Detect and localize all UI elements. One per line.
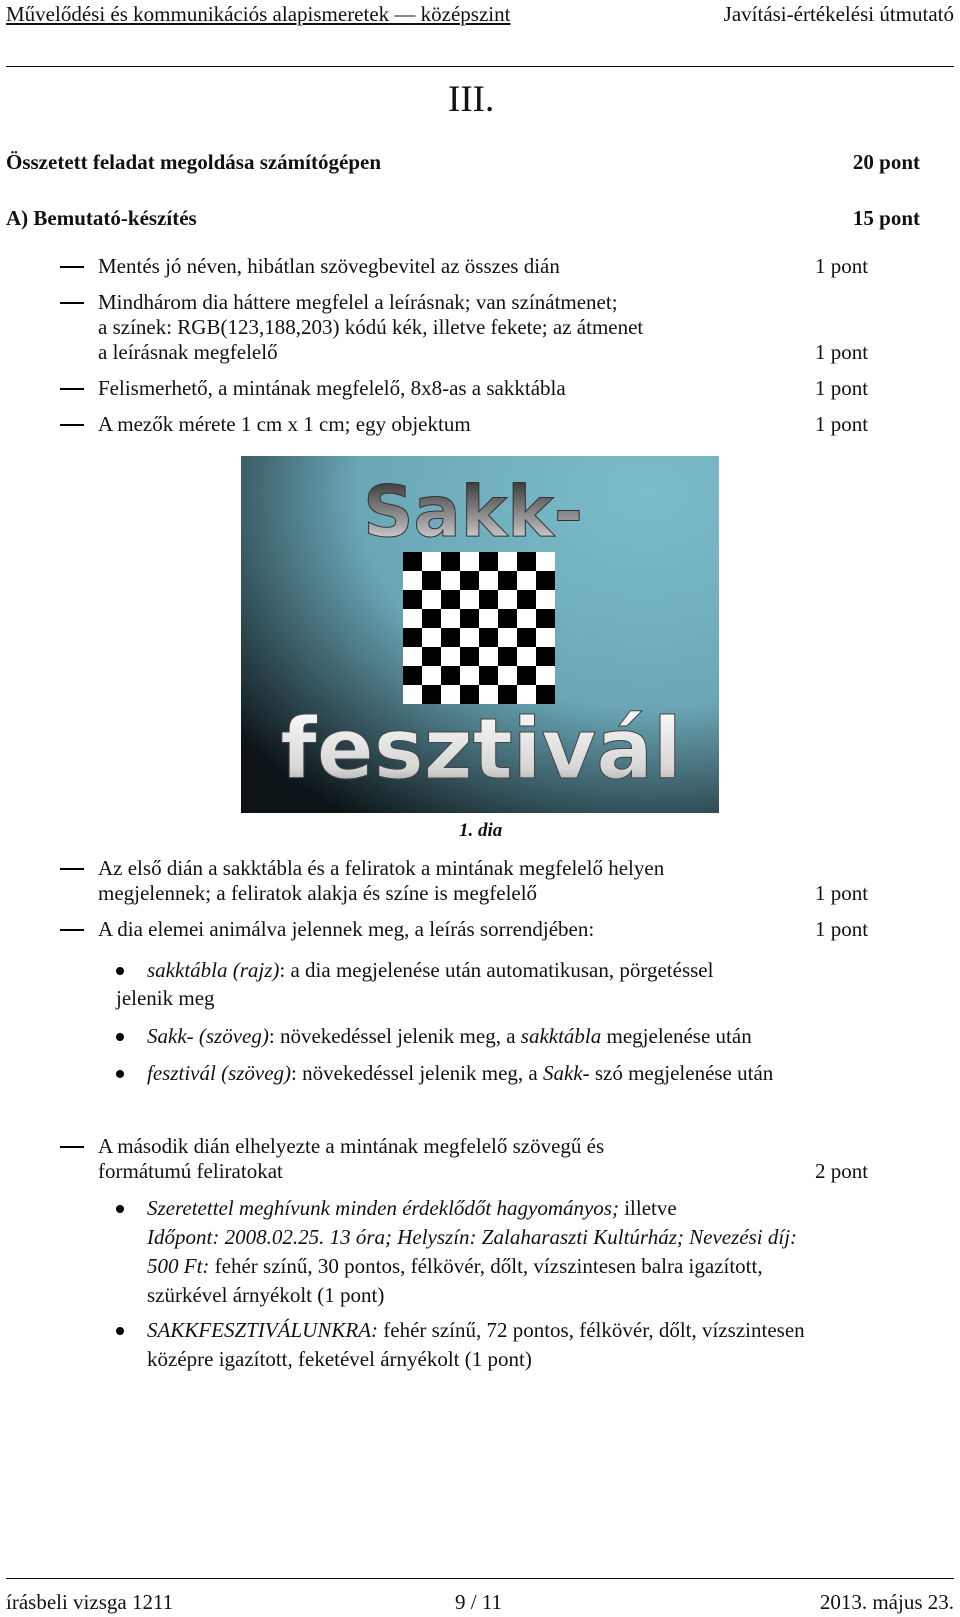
chessboard-square [460,609,479,628]
bullet-line [147,1316,805,1344]
chessboard-square [441,628,460,647]
criterion-points: 1 pont [815,881,869,905]
criterion-text: megjelennek; a feliratok alakja és színe is megfelelő [98,881,538,905]
subtask-points: 15 pont [852,206,920,230]
bullet-text: : növekedéssel jelenik meg, a [268,1024,521,1048]
chessboard-square [441,666,460,685]
section-number: III. [448,79,495,120]
chessboard-square [479,647,498,666]
chessboard-square [403,647,422,666]
chessboard [403,552,555,704]
chessboard-square [460,628,479,647]
criterion-text: Mindhárom dia háttere megfelel a leírásnak; van színátmenet; [98,290,618,314]
chessboard-square [498,628,517,647]
chessboard-square [460,647,479,666]
slide-word-fesztival: fesztivál [280,700,682,798]
chessboard-square [460,590,479,609]
bullet-line [147,956,713,984]
footer-page: 9 / 11 [455,1590,503,1614]
criterion-text: formátumú feliratokat [98,1159,283,1183]
chessboard-square [441,590,460,609]
bullet-marker [116,1070,124,1078]
bullet-text: megjelenése után [601,1024,752,1048]
chessboard-square [498,590,517,609]
criterion-text: Az első dián a sakktábla és a feliratok a mintának megfelelő helyen [98,856,665,880]
chessboard-square [479,666,498,685]
bullet-emphasis: sakktábla [520,1024,602,1048]
chessboard-square [403,666,422,685]
chessboard-square [536,552,555,571]
bullet-line [147,1223,797,1251]
chessboard-square [403,609,422,628]
chessboard-square [403,628,422,647]
slide-image [241,456,719,813]
task-points: 20 pont [852,150,920,174]
bullet-emphasis: Szeretettel meghívunk minden érdeklődőt hagyományos; [147,1196,619,1220]
dash-marker [60,266,84,268]
slide-caption: 1. dia [459,820,503,841]
chessboard-square [498,666,517,685]
criterion-points: 1 pont [815,412,869,436]
chessboard-square [460,552,479,571]
bullet-marker [116,1033,124,1041]
bullet-line [147,1059,773,1087]
dash-marker [60,1146,84,1148]
bullet-text: fehér színű, 30 pontos, félkövér, dőlt, vízszintesen balra igazított, [209,1254,763,1278]
chessboard-square [479,628,498,647]
bullet-text: szó megjelenése után [589,1061,774,1085]
bullet-line [147,1252,763,1280]
criterion-points: 2 pont [815,1159,869,1183]
chessboard-square [479,552,498,571]
chessboard-square [422,666,441,685]
chessboard-square [517,590,536,609]
dash-marker [60,302,84,304]
subtask-title: A) Bemutató-készítés [6,206,197,230]
chessboard-square [403,552,422,571]
chessboard-square [536,666,555,685]
dash-marker [60,929,84,931]
chessboard-square [460,571,479,590]
bullet-emphasis: sakktábla (rajz) [147,958,280,982]
bullet-text: : a dia megjelenése után automatikusan, pörgetéssel [279,958,714,982]
chessboard-square [536,590,555,609]
chessboard-square [479,609,498,628]
chessboard-square [517,628,536,647]
bullet-text: jelenik meg [116,986,215,1010]
bullet-emphasis: Időpont: 2008.02.25. 13 óra; Helyszín: Zalaharaszti Kultúrház; Nevezési díj: [147,1225,798,1249]
chessboard-square [441,609,460,628]
bullet-emphasis: 500 Ft: [147,1254,210,1278]
chessboard-square [422,571,441,590]
dash-marker [60,868,84,870]
criterion-points: 1 pont [815,254,869,278]
chessboard-square [441,552,460,571]
chessboard-square [536,647,555,666]
bullet-text: szürkével árnyékolt (1 pont) [147,1283,385,1307]
chessboard-square [403,571,422,590]
chessboard-square [479,571,498,590]
bullet-emphasis: SAKKFESZTIVÁLUNKRA: [147,1318,379,1342]
chessboard-square [403,590,422,609]
bullet-text: fehér színű, 72 pontos, félkövér, dőlt, vízszintesen [378,1318,805,1342]
slide-word-sakk: Sakk- [363,471,583,553]
chessboard-square [460,666,479,685]
slide-svg [241,456,719,813]
chessboard-square [479,590,498,609]
bullet-marker [116,967,124,975]
chessboard-square [422,647,441,666]
chessboard-square [517,571,536,590]
bullet-emphasis: Sakk- [542,1061,590,1085]
bullet-line [147,1194,677,1222]
header-rule [6,66,954,67]
criterion-text: a színek: RGB(123,188,203) kódú kék, illetve fekete; az átmenet [98,315,644,339]
footer-date: 2013. május 23. [819,1590,954,1614]
bullet-emphasis: Sakk- (szöveg) [147,1024,269,1048]
chessboard-square [422,590,441,609]
chessboard-square [498,609,517,628]
chessboard-square [517,666,536,685]
criterion-points: 1 pont [815,340,869,364]
chessboard-square [441,571,460,590]
header-subtitle: Javítási-értékelési útmutató [723,2,954,26]
criterion-text: A második dián elhelyezte a mintának megfelelő szövegű és [98,1134,605,1158]
chessboard-square [422,609,441,628]
chessboard-square [536,609,555,628]
chessboard-square [517,647,536,666]
bullet-line [147,1022,752,1050]
bullet-marker [116,1327,124,1335]
bullet-text: illetve [618,1196,677,1220]
chessboard-square [498,552,517,571]
criterion-points: 1 pont [815,917,869,941]
criterion-points: 1 pont [815,376,869,400]
criterion-text: A mezők mérete 1 cm x 1 cm; egy objektum [98,412,471,436]
chessboard-square [536,628,555,647]
criterion-text: a leírásnak megfelelő [98,340,278,364]
chessboard-square [536,571,555,590]
chessboard-square [498,571,517,590]
criterion-text: Felismerhető, a mintának megfelelő, 8x8-as a sakktábla [98,376,566,400]
bullet-emphasis: fesztivál (szöveg) [147,1061,292,1085]
chessboard-square [498,647,517,666]
chessboard-square [422,628,441,647]
bullet-text: : növekedéssel jelenik meg, a [291,1061,543,1085]
criterion-text: Mentés jó néven, hibátlan szövegbevitel az összes dián [98,254,560,278]
dash-marker [60,424,84,426]
dash-marker [60,388,84,390]
bullet-text: középre igazított, feketével árnyékolt (1 pont) [147,1347,532,1371]
header-title: Művelődési és kommunikációs alapismeretek — középszint [6,2,511,26]
footer-rule [6,1578,954,1579]
task-title: Összetett feladat megoldása számítógépen [6,150,382,174]
chessboard-square [517,552,536,571]
chessboard-square [441,647,460,666]
chessboard-square [422,552,441,571]
chessboard-square [517,609,536,628]
footer-exam: írásbeli vizsga 1211 [6,1590,174,1614]
criterion-text: A dia elemei animálva jelennek meg, a leírás sorrendjében: [98,917,595,941]
bullet-marker [116,1205,124,1213]
